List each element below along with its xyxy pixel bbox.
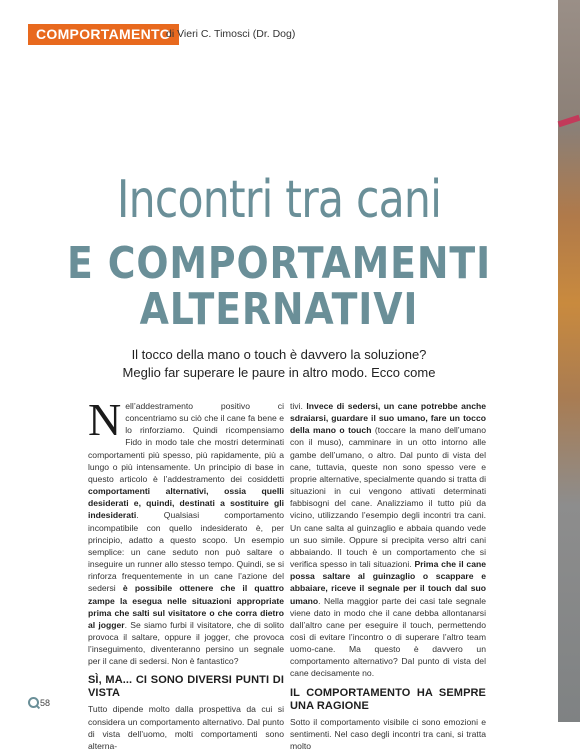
article-column-left	[88, 394, 284, 752]
body-paragraph: Tutto dipende molto dalla prospettiva da cui si considera un comportamento alternativo. Dal punto di vista dell’uomo, molti comportamenti sono alterna-	[88, 704, 284, 751]
standfirst-line-2: Meglio far superare le paure in altro modo. Ecco come	[122, 365, 436, 380]
text-run: ell’addestramento positivo ci concentriamo su ciò che il cane fa bene e lo rinforziamo. Quindi ricompensiamo Fido in modo tale che mostri determinati comportamenti più spesso, più rapidamente, più a lungo o più intensamente. Un principio di base in questo articolo è l’addestramento dei cosiddetti	[88, 401, 284, 484]
bold-run: è possibile ottenere che il quattro zampe la esegua nelle situazioni appropriate prima che salti sul visitatore o che corra dietro al jogger	[88, 583, 284, 630]
side-photo	[558, 0, 580, 722]
headline-line-2: E COMPORTAMENTI	[66, 238, 492, 289]
intro-paragraph	[88, 394, 284, 667]
bold-run: Prima che il cane possa saltare al guinzaglio o scappare e abbaiare, riceve il segnale per il touch dal suo umano	[290, 559, 486, 606]
text-run: (toccare la mano dell’umano con il muso), camminare in un otto intorno alle gambe dell’umano, o altro. Dal punto di vista del cane, tuttavia, queste non sono spesso vere e proprie alternative, specialmente quando si tratta di situazioni in cui vengono attivati determinati fabbisogni del cane. Analizziamo il tutto più da vicino, utilizzando l’esempio degli incontri tra cani. Un cane salta al guinzaglio e abbaia quando vede un suo simile. Oppure si precipita verso altri cani abbaiando. Il touch è un comportamento che si verifica spesso in tali situazioni.	[290, 425, 486, 570]
author-byline: di Vieri C. Timosci (Dr. Dog)	[166, 28, 296, 40]
magazine-logo-icon	[28, 697, 39, 708]
body-paragraph	[290, 400, 486, 680]
headline-line-1: Incontri tra cani	[116, 170, 442, 230]
drop-cap: N	[88, 394, 122, 445]
article-column-right	[290, 400, 486, 752]
text-run: tivi.	[290, 401, 307, 411]
section-heading: IL COMPORTAMENTO HA SEMPRE UNA RAGIONE	[290, 686, 486, 712]
page-footer	[28, 697, 50, 708]
text-run: . Nella maggior parte dei casi tale segnale viene dato in modo che il cane debba allontanarsi dall’altro cane per eseguire il touch, permettendo così di evitare l’incontro o di superare l’altro team uomo-cane. Ma questo è davvero un comportamento alternativo? Dal punto di vista del cane decisamente no.	[290, 595, 486, 679]
leash-detail	[558, 115, 580, 128]
text-run: . Qualsiasi comportamento incompatibile con quello indesiderato è, per principio, adatto a questo scopo. Un esempio semplice: un cane seduto non può saltare o inseguire un runner allo stesso tempo. Quindi, se si rinforza frequentemente in un cane l’azione del sedersi	[88, 510, 284, 594]
bold-run: Invece di sedersi, un cane potrebbe anche sdraiarsi, guardare il suo umano, fare un tocco della mano o touch	[290, 401, 487, 436]
section-label: COMPORTAMENTO	[28, 24, 179, 45]
bold-run: comportamenti alternativi, ossia quelli desiderati e, quindi, destinati a sostituire gli indesiderati	[88, 486, 284, 521]
body-paragraph: Sotto il comportamento visibile ci sono emozioni e sentimenti. Nel caso degli incontri tra cani, si tratta molto	[290, 716, 486, 751]
section-heading: SÌ, MA... CI SONO DIVERSI PUNTI DI VISTA	[88, 674, 284, 700]
standfirst-line-1: Il tocco della mano o touch è davvero la soluzione?	[131, 347, 427, 362]
text-run: . Se siamo furbi il visitatore, che di solito provoca il saltare, oppure il jogger, che provoca l’inseguimento, diventeranno persino un segnale per il cane di sedersi. Non è fantastico?	[88, 619, 284, 667]
standfirst	[0, 346, 558, 382]
headline-line-3: ALTERNATIVI	[139, 284, 419, 335]
page-number: 58	[40, 698, 51, 708]
